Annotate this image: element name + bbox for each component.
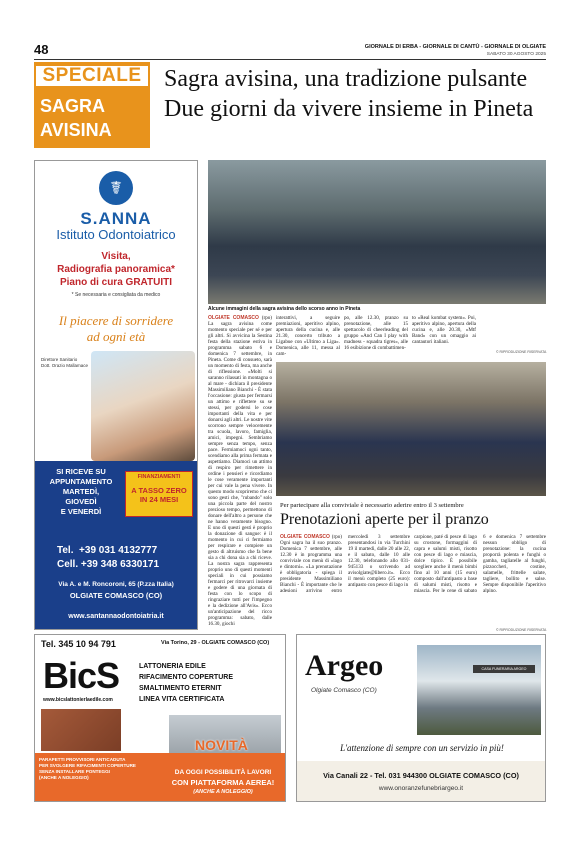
bics-list-1: PARAPETTI PROVVISORI ANTICADUTA [39,757,126,762]
bics-list-2: PER SVOLGERE RIFACIMENTI COPERTURE [39,763,136,768]
newspaper-names: GIORNALE DI ERBA - GIORNALE DI CANTÙ - GIORNALE DI OLGIATE [364,44,546,50]
bics-phone[interactable]: Tel. 345 10 94 791 [41,639,116,649]
bics-roof-photo [41,709,121,751]
group-photo-1 [208,160,546,304]
bics-services [139,661,283,705]
article1-credit: © RIPRODUZIONE RISERVATA [496,350,547,354]
tooth-logo-icon: ☤ [99,171,133,205]
bics-list-3: SENZA INSTALLARE PONTEGGI [39,769,110,774]
article2-kicker: OLGIATE COMASCO [280,534,330,540]
clinic-phone[interactable]: Tel. +39 031 4132777 [57,545,158,556]
bics-address: Via Torino, 29 - OLGIATE COMASCO (CO) [161,640,270,646]
page-number: 48 [34,42,49,57]
article1-col1-text: (rpo) La sagra avisina come momento speciale per sé e per gli altri. Si avvicina la Sestina festa della stazione estiva in programma sabato 6 e domenica 7 settembre, in Pineta. Come di consueto, sarà un momento di festa, ma anche di riflessione. «Molti si saranno rilassati in montagna o al mare - dichiara il presidente Massimiliano Bianchi - È stata l'occasione: giusta per fermarsi un attimo e riflettere su se stessi, per godersi le cose importanti della vita e per donarsi agli altri. Le nostre vite scorrono sempre velocemente tra scuola, lavoro, famiglia, amici, impegni. Sembriamo sempre senza tempo, senza pace. Fermiamoci ogni tanto, scendiamo alla prima fermata e aspettiamo. Diamoci un attimo di respiro per rimettere in ordine i pensieri e ricordiamo le cose veramente importanti per cui vale la pena vivere. In questo modo scopriremo che ci sono gesti che, "rubando" solo una piccola parte del nostro prezioso tempo, permettono di donare dell'altro a persone che ne hanno veramente bisogno. E uno di questi gesti è proprio la donazione di sangue: è il momento in cui ci fermiamo per respirare e compiere un gesto di altruismo che fa bene sia a chi dona sia a chi riceve. La nostra sagra rappresenta proprio uno di questi momenti speciali in cui possiamo fermarci per ritrovarci insieme e godere di una giornata di festa con lo scopo di ringraziare tutti per l'impegno e la dedizione all'Avis». Ecco un'anticipazione del ricco programma: sabato, dalle 16.30, giochi [208,315,272,627]
ad-bics [34,634,286,802]
article1-col2: interattivi, a seguire premiazioni, aperitivo alpino, apertura della cucina e, alle 21.30, concerto tributo a Ligabue con «Ultimo a Liga». Domenica, alle 11, messa al cam- [276,315,340,357]
bics-new-line3: (ANCHE A NOLEGGIO) [193,789,253,795]
argeo-building-photo [417,645,541,735]
section-sub2: AVISINA [40,120,112,140]
article2-credit: © RIPRODUZIONE RISERVATA [496,628,547,632]
days-line4: GIOVEDÌ [65,497,97,506]
appointment-days [39,467,123,517]
offer-line2: Radiografia panoramica* [57,264,175,275]
clinic-city: OLGIATE COMASCO (CO) [69,591,163,600]
offer-line3: Piano di cura GRATUITI [59,277,173,288]
article2-col1 [280,534,410,634]
bics-service-4: LINEA VITA CERTIFICATA [139,696,225,703]
financing-line2: A TASSO ZERO [131,486,187,495]
section-box [34,62,150,148]
financing-box [125,471,193,517]
article2-title: Prenotazioni aperte per il pranzo [280,511,489,528]
clinic-name: S.ANNA [80,209,152,228]
bics-new-line2: CON PIATTAFORMA AEREA! [171,778,275,787]
bics-service-3: SMALTIMENTO ETERNIT [139,685,222,692]
section-label: SPECIALE [36,66,148,86]
bics-service-2: RIFACIMENTO COPERTURE [139,674,233,681]
bics-new-title: NOVITÀ [195,737,248,753]
article1-col1 [208,315,272,635]
slogan-line2: ad ogni età [86,329,146,344]
days-line2: APPUNTAMENTO [49,477,113,486]
clinic-address: Via A. e M. Roncoroni, 65 (P.zza Italia) [58,581,174,588]
argeo-city: Olgiate Comasco (CO) [311,687,377,694]
bics-list-4: (ANCHE A NOLEGGIO) [39,775,89,780]
argeo-website[interactable]: www.onoranzefunebriargeo.it [378,785,464,792]
article2-col1-text: (rpo) Ogni sagra ha il suo pranzo. Domenica 7 settembre, alle 12.30 è in programma una conviviale con menù di «lago e dintorni». «La prenotazione è obbligatoria - spiega il presidente Massimiliano Bianchi - È importante che le adesioni arrivino entro mercoledì 3 settembre presentandosi in via Turchini 19 il martedì, dalle 20 alle 22, e il sabato, dalle 10 alle 12.30, telefonando allo 031-945133 o scrivendo ad avisolgiate@libero.it». Ecco il menù completo (25 euro): antipasto con pesce di lago in [280,534,410,594]
article1-col3: po, alle 12.30, pranzo su prenotazione, alle 15 spettacolo di cheerleading del gruppo «And Can I play with madness - squadra tigres», alle 16 esibizione di combattimen- [344,315,408,351]
slogan-line1: Il piacere di sorridere [58,313,174,328]
article1-col4: to «Real kombat system». Poi, aperitivo alpino, apertura della cucina e, alle 20.30, «Mtf Band» con un omaggio ai cantautori italiani. [412,315,476,345]
clinic-website[interactable]: www.santannaodontoiatria.it [68,613,164,620]
article2-deck: Per partecipare alla conviviale è necessario aderire entro il 3 settembre [280,502,464,509]
group-photo-2 [276,362,546,496]
argeo-address[interactable]: Via Canali 22 - Tel. 031 944300 OLGIATE COMASCO (CO) [323,771,519,780]
bics-website[interactable]: www.bicslattonierlaedile.com [43,697,113,703]
director-name: Dott. Orazio Mallamace [41,363,89,368]
headline-line1: Sagra avisina, una tradizione pulsante [164,66,528,92]
financing-line3: IN 24 MESI [139,495,179,504]
clinic-cell[interactable]: Cell. +39 348 6330171 [57,559,160,570]
days-line1: SI RICEVE SU [56,467,106,476]
financing-line1: FINANZIAMENTI [137,474,181,480]
argeo-sign: CASA FUNERARIA ARGEO [473,665,535,673]
article1-kicker: OLGIATE COMASCO [208,315,259,321]
headline-line2: Due giorni da vivere insieme in Pineta [164,96,534,122]
bics-new-line1: DA OGGI POSSIBILITÀ LAVORI [174,769,272,776]
ad-santanna [34,160,198,630]
clinic-subtitle: Istituto Odontoiatrico [56,227,176,242]
argeo-logo: Argeo [305,649,384,682]
ad-argeo [296,634,546,802]
argeo-slogan: L'attenzione di sempre con un servizio in più! [340,743,504,753]
offer-line1: Visita, [101,251,131,262]
days-line3: MARTEDÌ, [62,487,100,496]
bics-logo: BicS [43,655,120,696]
offer-note: * Se necessaria e consigliata da medico [71,292,161,298]
photo1-caption: Alcune immagini della sagra avisina dello scorso anno in Pineta [208,306,361,312]
bics-service-1: LATTONERIA EDILE [139,663,206,670]
article2-col2: carpione, paté di pesce di lago su crostone, formaggini di capra e salumi misti, risotto con pesce di lago e miascia, dolce tipico. È possibile scegliere anche il menù bimbi fino al 10 anni (15 euro) composto dall'antipasto a base di salumi misti, risotto e miascia. Per le cene di sabato 6 e domenica 7 settembre nessun obbligo di prenotazione: la cucina proporrà polenta e funghi o gamba, tagliatelle al funghi, pizzoccheri, costine, salamelle, frittelle salate, tagliere, bollito e salse. Sempre disponibile l'aperitivo alpino. [414,534,546,594]
header-rule [34,59,546,60]
bics-list [39,757,159,781]
days-line5: E VENERDÌ [60,507,102,516]
director-title: Direttore Sanitario [41,357,78,362]
section-sub1: SAGRA [40,96,106,116]
issue-date: SABATO 30 AGOSTO 2025 [486,52,546,57]
argeo-contact-bar [297,761,545,801]
family-photo [91,351,195,461]
